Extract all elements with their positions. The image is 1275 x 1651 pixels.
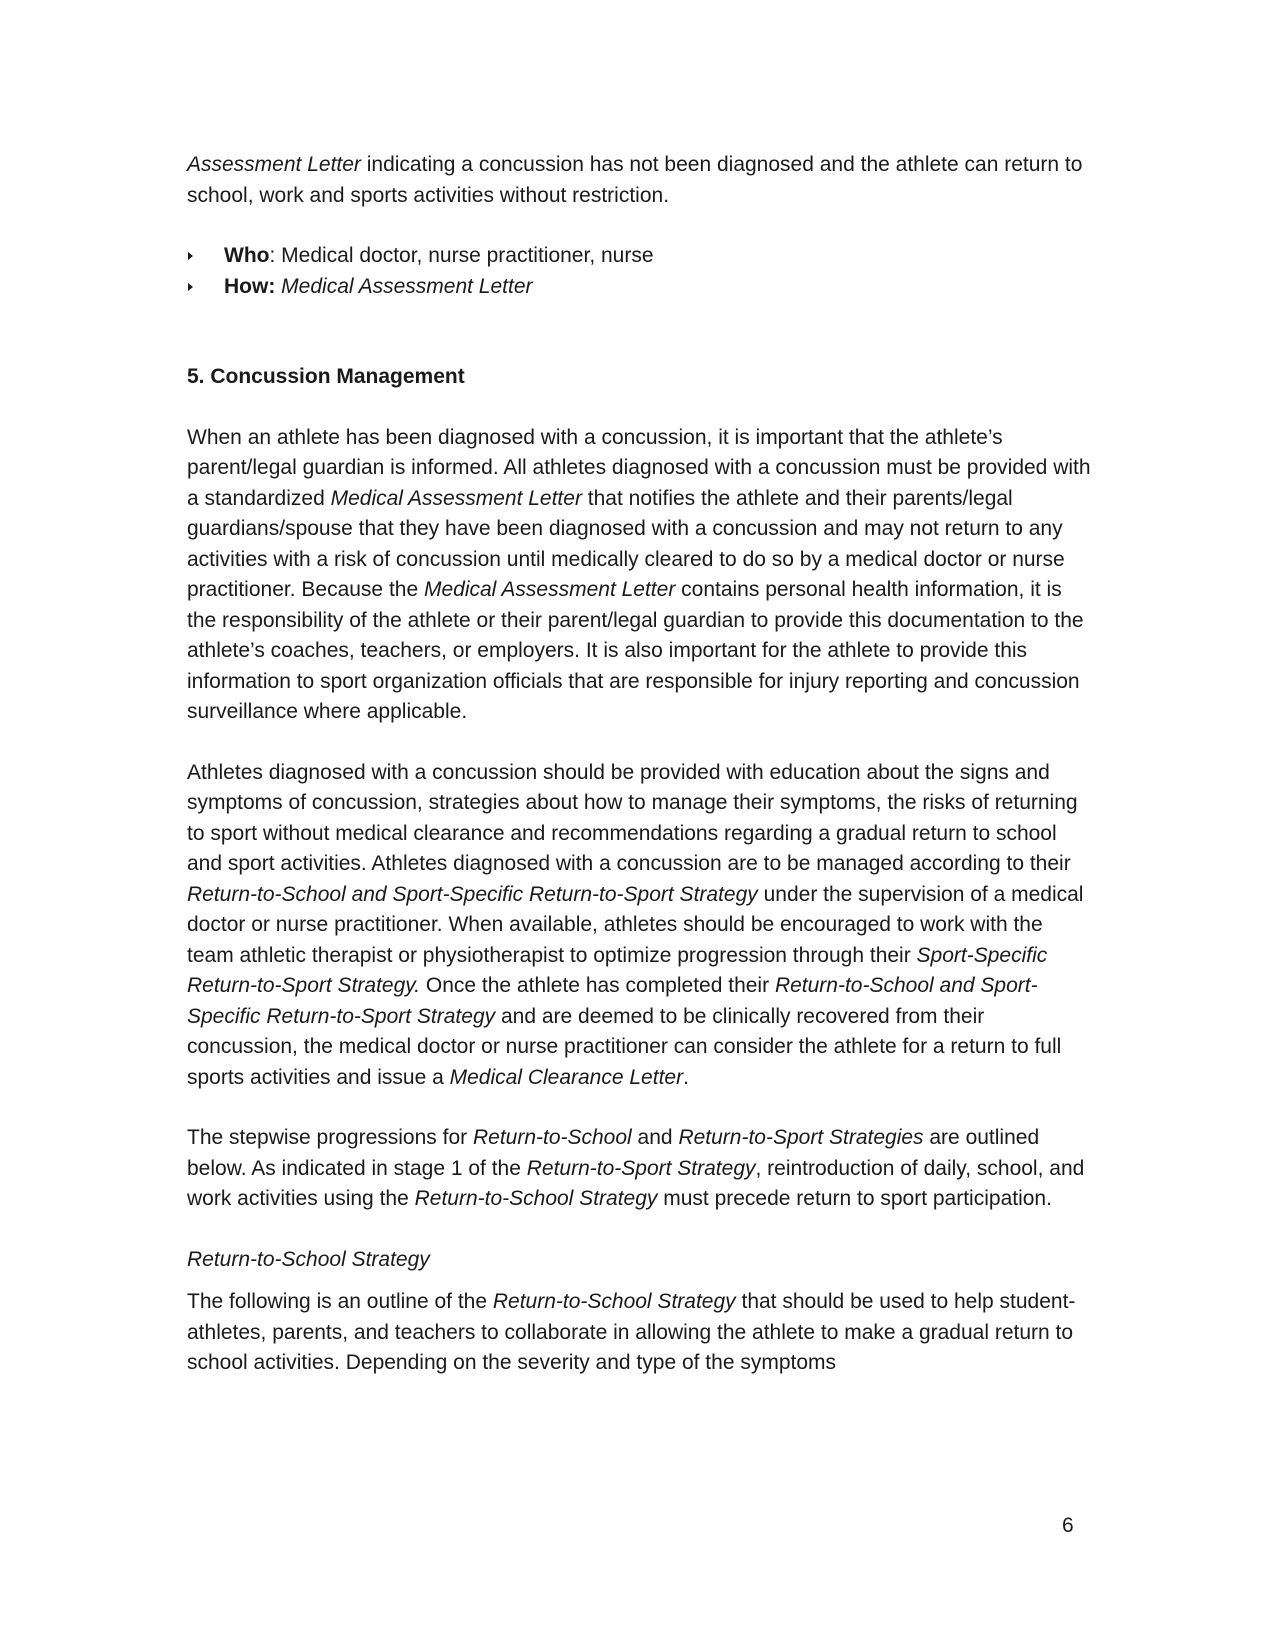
bullet-list (187, 241, 1092, 302)
how-label: How: (224, 274, 276, 298)
text-run: that should be used to help student-athletes, parents, and teachers to collaborate in allowing the athlete to make a gradual return to school activities. Depending on the severity and type of the symptoms (187, 1290, 1076, 1374)
intro-italic-text: Assessment Letter (187, 153, 361, 176)
page-content (187, 150, 1092, 1379)
text-run: contains personal health information, it is the responsibility of the athlete or their parent/legal guardian to provide this documentation to the athlete’s coaches, teachers, or employers. It is also important for the athlete to provide this information to sport organization officials that are responsible for injury reporting and concussion surveillance where applicable. (187, 578, 1084, 723)
italic-run: Return-to-Sport Strategy (526, 1156, 756, 1180)
italic-run: Return-to-School Strategy (492, 1290, 736, 1313)
how-text: Medical Assessment Letter (281, 274, 533, 298)
text-run: The following is an outline of the (187, 1290, 493, 1313)
paragraph-diagnosis (187, 423, 1092, 728)
text-run: and are deemed to be clinically recovered from their concussion, the medical doctor or nurse practitioner can consider the athlete for a return to full sports activities and issue a (187, 1004, 1062, 1089)
text-run: . (683, 1065, 689, 1089)
text-run: The stepwise progressions for (187, 1126, 473, 1149)
italic-run: Return-to-School Strategy (414, 1187, 658, 1210)
text-run: that notifies the athlete and their parents/legal guardians/spouse that they have been diagnosed with a concussion and may not return to any activities with a risk of concussion until medically cleared to do so by a medical doctor or nurse practitioner. Because the (187, 486, 1065, 601)
list-item-who (187, 241, 1092, 272)
text-run: under the supervision of a medical doctor or nurse practitioner. When available, athletes should be encouraged to work with the team athletic therapist or physiotherapist to optimize progression through their (187, 882, 1084, 967)
text-run: Once the athlete has completed their (420, 974, 775, 997)
list-item-how (187, 272, 1092, 303)
paragraph-progressions (187, 1123, 1092, 1215)
italic-run: Return-to-School (472, 1126, 632, 1149)
text-run: must precede return to sport participation. (657, 1187, 1052, 1210)
who-label: Who (224, 244, 270, 267)
italic-run: Return-to-School and Sport-Specific Return-to-Sport Strategy (187, 882, 758, 906)
bullet-triangle-icon (188, 283, 193, 291)
text-run: , reintroduction of daily, school, and work activities using the (187, 1156, 1085, 1210)
who-text: : Medical doctor, nurse practitioner, nurse (269, 244, 654, 267)
bullet-triangle-icon (188, 252, 193, 260)
text-run: are outlined below. As indicated in stage 1 of the (187, 1126, 1040, 1180)
italic-run: Medical Clearance Letter (449, 1065, 684, 1089)
italic-run: Return-to-Sport Strategies (678, 1126, 924, 1149)
paragraph-return-to-school (187, 1287, 1092, 1379)
intro-paragraph (187, 150, 1092, 211)
text-run: When an athlete has been diagnosed with a concussion, it is important that the athlete’s parent/legal guardian is informed. All athletes diagnosed with a concussion must be provided with a standardized (187, 425, 1091, 510)
intro-text: indicating a concussion has not been diagnosed and the athlete can return to school, work and sports activities without restriction. (187, 153, 1083, 207)
subsection-heading: Return-to-School Strategy (187, 1247, 430, 1271)
italic-run: Return-to-School and Sport-Specific Return-to-Sport Strategy (187, 974, 1038, 1028)
italic-run: Medical Assessment Letter (423, 578, 676, 601)
section-heading: 5. Concussion Management (187, 365, 465, 388)
italic-run: Medical Assessment Letter (330, 486, 582, 510)
page-number: 6 (1062, 1514, 1074, 1537)
paragraph-management (187, 758, 1092, 1094)
text-run: and (631, 1126, 679, 1149)
italic-run: Sport-Specific Return-to-Sport Strategy. (187, 943, 1048, 997)
text-run: Athletes diagnosed with a concussion should be provided with education about the signs and symptoms of concussion, strategies about how to manage their symptoms, the risks of returning to sport without medical clearance and recommendations regarding a gradual return to school and sport activities. Athletes diagnosed with a concussion are to be managed according to their (187, 760, 1078, 875)
